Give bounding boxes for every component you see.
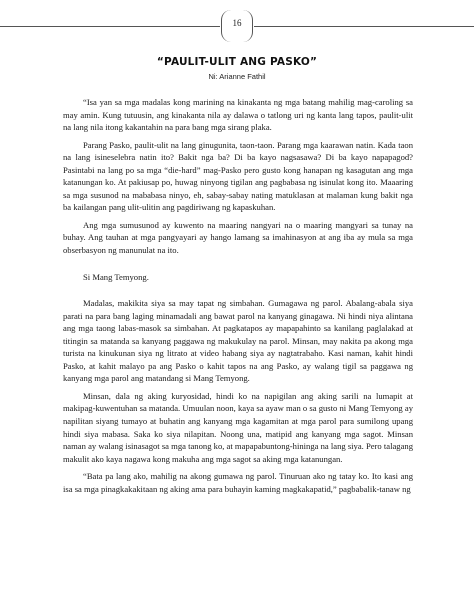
paragraph: “Isa yan sa mga madalas kong marining na kinakanta ng mga batang mahilig mag-caroling sa may amin. Kung tutuusin, ang kinakanta nila ay dalawa o tatlong uri ng kanta lang tapos, paulit-ulit na lang nila itong kakantahin na para bang mga sirang plaka. xyxy=(63,97,413,133)
paragraph: “Bata pa lang ako, mahilig na akong gumawa ng parol. Tinuruan ako ng tatay ko. Ito kasi ang isa sa mga pinagkakakitaan ng aking ama para buhayin kaming magkakapatid,” pagbabalik-tanaw ng xyxy=(63,471,413,494)
story-title: “PAULIT-ULIT ANG PASKO” xyxy=(156,56,318,68)
page-number-tab xyxy=(221,10,253,42)
paragraph: Minsan, dala ng aking kuryosidad, hindi ko na napigilan ang aking sarili na lumapit at makipag-kuwentuhan sa matanda. Umuulan noon, kaya sa ayaw man o sa gusto ni Mang Temyong ay napilitan siyang tumayo at buhatin ang kanyang mga kagamitan at mga parol para sumilong upang hindi siya mabasa. Saka ko siya nilapitan. Noong una, matipid ang kanyang mga sagot. Minsan naman ay walang isinasagot sa mga tanong ko, at mapapabuntong-hininga na lang siya. Pero talagang makulit ako kaya nagawa kong makuha ang mga sagot sa aking mga katanungan. xyxy=(63,390,413,464)
story-body xyxy=(63,96,413,500)
paragraph: Parang Pasko, paulit-ulit na lang ginugunita, taon-taon. Parang mga kaarawan natin. Kada taon na lang isineselebra natin ito? Bakit nga ba? Di ba kayo nagsasawa? Di ba kayo napapagod? Pasintabi na lang po sa mga “die-hard” mag-Pasko pero gusto kong hanapan ng kasagutan ang mga katanungan ko. At pakiusap po, huwag ninyong tigilan ang pagbabasa ng isinulat kong ito. Maaaring sa mga susunod na mababasa ninyo, eh, sabay-sabay nating matuklasan at malaman kung bakit nga ba kailangan pang ulit-ulitin ang pagdiriwang ng kapaskuhan. xyxy=(63,139,413,213)
header-rule-right xyxy=(254,26,474,27)
paragraph: Madalas, makikita siya sa may tapat ng simbahan. Gumagawa ng parol. Abalang-abala siya parati na para bang laging minamadali ang bawat parol na kanyang ginagawa. Ni hindi niya alintana ang mga taong labas-masok sa simbahan. At pagkatapos ay mapapahinto sa kanilang paglalakad at titingin sa matanda sa kanyang paggawa ng makukulay na parol. Minsan, may nakita pa akong mga turista na kinukunan siya ng litrato at video habang siya ay nagtatrabaho. Kasi naman, kahit hindi Pasko, at kahit malayo pa ang Pasko o kahit tapos na ang Pasko, ay walang tigil sa paggawa ng kanyang mga parol ang matandang si Mang Temyong. xyxy=(63,298,413,384)
page-number: 16 xyxy=(232,18,242,28)
author-line: Ni: Arianne Fathil xyxy=(208,72,266,81)
header-rule-left xyxy=(0,26,220,27)
paragraph: Si Mang Temyong. xyxy=(83,271,149,282)
paragraph: Ang mga sumusunod ay kuwento na maaring nangyari na o maaring mangyari sa tunay na buhay. Ang tauhan at mga pangyayari ay hango lamang sa imahinasyon at ang iba ay mula sa mga obserbasyon ng manunulat na ito. xyxy=(63,219,413,256)
